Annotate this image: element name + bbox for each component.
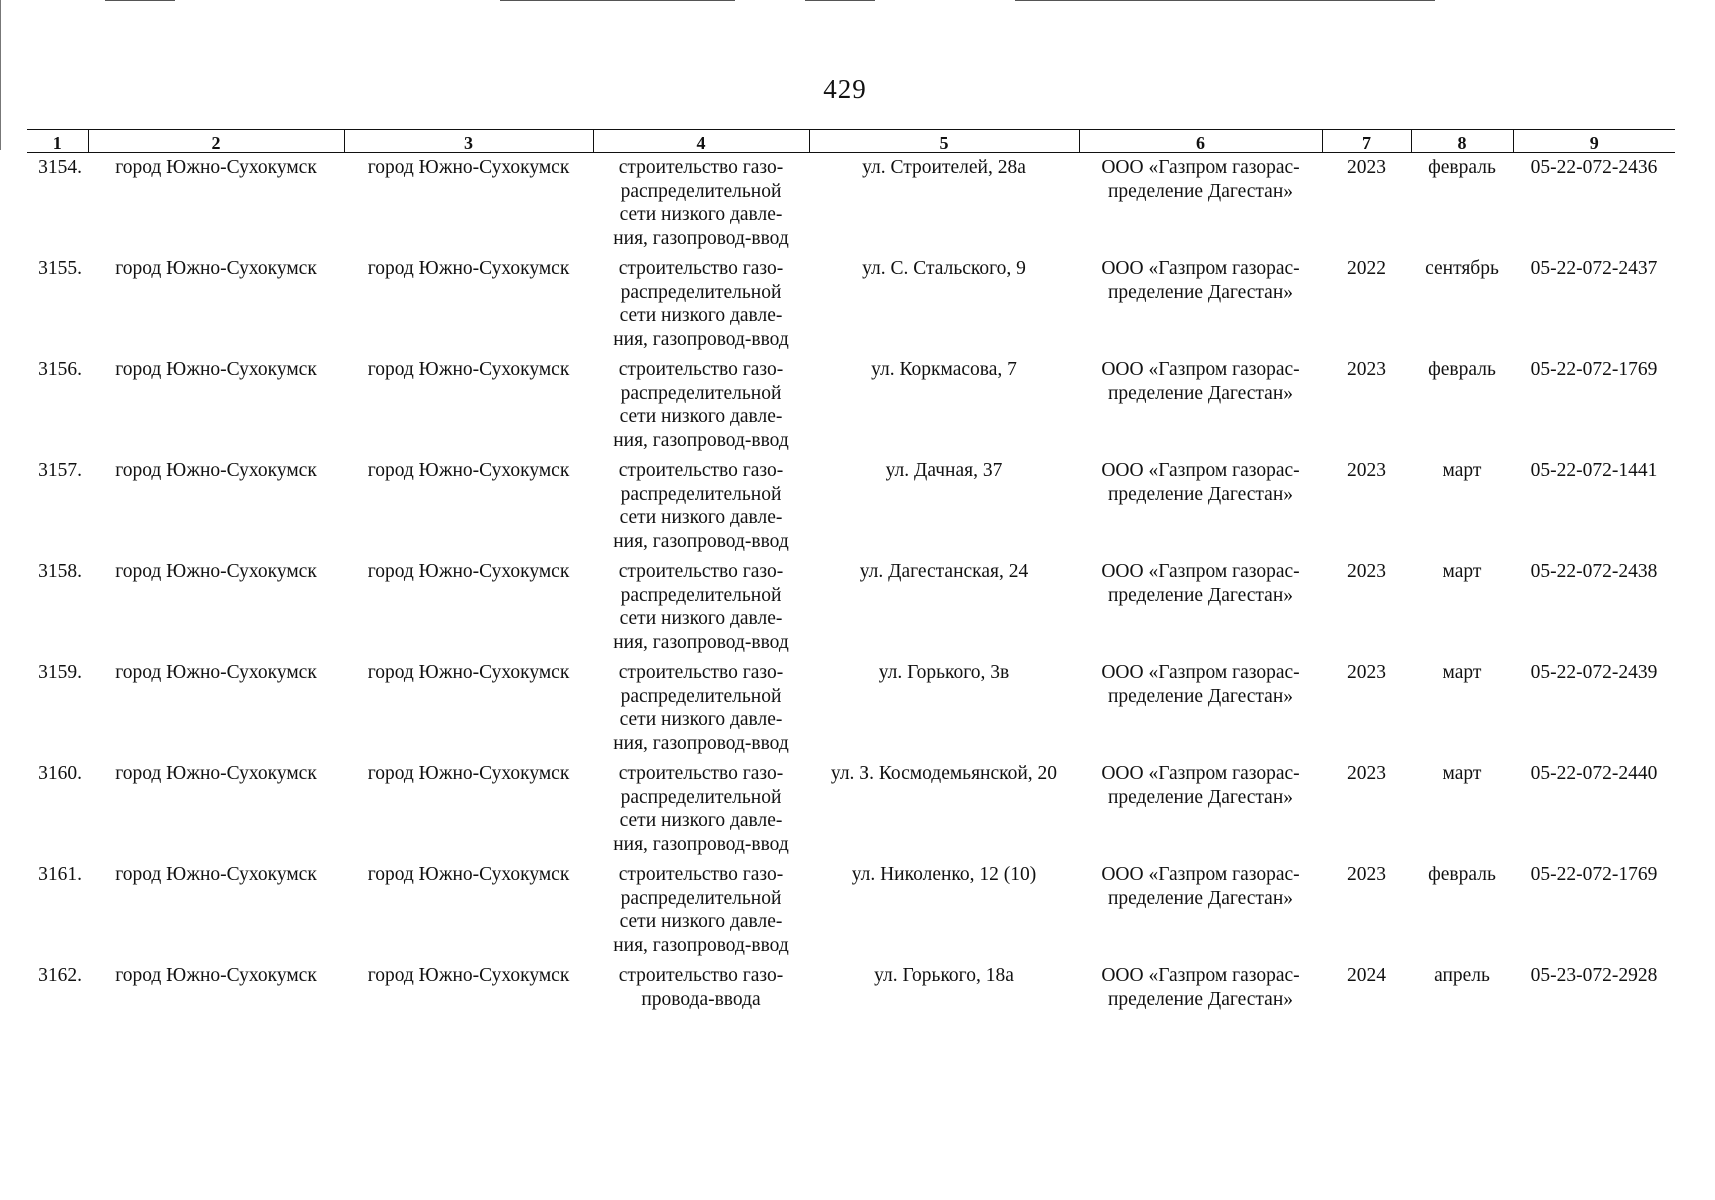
address-cell: ул. Горького, 3в [878,662,1010,683]
table-row [27,459,1675,560]
month-cell: февраль [1428,157,1496,178]
year-cell: 2023 [1347,864,1386,885]
column-header: 8 [1411,130,1513,153]
table-row [27,560,1675,661]
organization-cell [1079,153,1322,258]
work-type-cell-line: строительство газо- [618,561,784,582]
work-type-cell-line: сети низкого давле- [619,204,783,225]
work-type-cell-line: строительство газо- [618,359,784,380]
table-row [27,964,1675,1020]
work-type-cell-line: строительство газо- [618,157,784,178]
organization-cell-line: пределение Дагестан» [1107,483,1294,505]
work-type-cell [593,358,809,459]
municipality-cell: город Южно-Сухокумск [115,965,317,986]
settlement-cell: город Южно-Сухокумск [367,157,570,178]
work-type-cell-line: сети низкого давле- [619,709,783,730]
work-type-cell-line: ния, газопровод-ввод [613,732,789,754]
column-header: 4 [593,130,809,153]
address-cell: ул. Горького, 18а [874,965,1014,986]
month-cell: март [1442,763,1482,784]
organization-cell-line: ООО «Газпром газорас- [1101,662,1300,683]
scan-edge-line [500,0,735,1]
work-type-cell-line: распределительной [620,584,782,606]
organization-cell [1079,257,1322,358]
month-cell: март [1442,460,1482,481]
work-type-cell-line: сети низкого давле- [619,507,783,528]
work-type-cell [593,661,809,762]
work-type-cell-line: распределительной [620,483,782,505]
organization-cell-line: ООО «Газпром газорас- [1101,258,1300,279]
work-type-cell-line: строительство газо- [618,965,784,986]
month-cell: февраль [1428,864,1496,885]
work-type-cell-line: ния, газопровод-ввод [613,530,789,552]
work-type-cell-line: ния, газопровод-ввод [613,934,789,956]
work-type-cell-line: провода-ввода [641,988,761,1010]
organization-cell-line: ООО «Газпром газорас- [1101,157,1300,178]
work-type-cell-line: ния, газопровод-ввод [613,833,789,855]
year-cell: 2023 [1347,460,1386,481]
work-type-cell-line: распределительной [620,786,782,808]
code-cell: 05-23-072-2928 [1530,965,1658,986]
municipality-cell: город Южно-Сухокумск [115,157,317,178]
row-number: 3160. [38,763,82,784]
work-type-cell [593,762,809,863]
settlement-cell: город Южно-Сухокумск [367,965,570,986]
code-cell: 05-22-072-2437 [1530,258,1658,279]
scan-edge-line [805,0,875,1]
address-cell: ул. Коркмасова, 7 [871,359,1017,380]
municipality-cell: город Южно-Сухокумск [115,359,317,380]
table-row [27,863,1675,964]
organization-cell-line: пределение Дагестан» [1107,988,1294,1010]
address-cell: ул. Николенко, 12 (10) [851,864,1037,885]
year-cell: 2023 [1347,561,1386,582]
year-cell: 2022 [1347,258,1386,279]
municipality-cell: город Южно-Сухокумск [115,662,317,683]
settlement-cell: город Южно-Сухокумск [367,258,570,279]
code-cell: 05-22-072-2439 [1530,662,1658,683]
work-type-cell-line: сети низкого давле- [619,608,783,629]
row-number: 3158. [38,561,82,582]
work-type-cell-line: распределительной [620,382,782,404]
address-cell: ул. Дачная, 37 [885,460,1003,481]
month-cell: сентябрь [1425,258,1499,279]
register-table [27,129,1675,1020]
address-cell: ул. Строителей, 28а [862,157,1026,178]
work-type-cell-line: распределительной [620,180,782,202]
work-type-cell [593,153,809,258]
address-cell: ул. С. Стальского, 9 [862,258,1026,279]
organization-cell [1079,863,1322,964]
organization-cell-line: ООО «Газпром газорас- [1101,359,1300,380]
municipality-cell: город Южно-Сухокумск [115,460,317,481]
work-type-cell-line: строительство газо- [618,864,784,885]
column-header: 9 [1513,130,1675,153]
code-cell: 05-22-072-1769 [1530,359,1658,380]
settlement-cell: город Южно-Сухокумск [367,561,570,582]
table-row [27,661,1675,762]
row-number: 3159. [38,662,82,683]
row-number: 3156. [38,359,82,380]
work-type-cell-line: строительство газо- [618,662,784,683]
organization-cell-line: ООО «Газпром газорас- [1101,763,1300,784]
organization-cell [1079,762,1322,863]
code-cell: 05-22-072-2438 [1530,561,1658,582]
organization-cell-line: пределение Дагестан» [1107,281,1294,303]
work-type-cell [593,964,809,1020]
month-cell: март [1442,561,1482,582]
column-header: 5 [809,130,1079,153]
organization-cell-line: пределение Дагестан» [1107,180,1294,202]
organization-cell [1079,358,1322,459]
work-type-cell-line: строительство газо- [618,460,784,481]
organization-cell-line: пределение Дагестан» [1107,786,1294,808]
row-number: 3161. [38,864,82,885]
settlement-cell: город Южно-Сухокумск [367,662,570,683]
address-cell: ул. Дагестанская, 24 [859,561,1029,582]
scan-edge-line [1015,0,1435,1]
organization-cell [1079,964,1322,1020]
row-number: 3162. [38,965,82,986]
work-type-cell-line: распределительной [620,887,782,909]
column-header: 3 [344,130,593,153]
month-cell: март [1442,662,1482,683]
code-cell: 05-22-072-2436 [1530,157,1658,178]
work-type-cell [593,863,809,964]
column-header: 7 [1322,130,1411,153]
settlement-cell: город Южно-Сухокумск [367,763,570,784]
work-type-cell [593,257,809,358]
organization-cell-line: ООО «Газпром газорас- [1101,864,1300,885]
month-cell: февраль [1428,359,1496,380]
work-type-cell-line: строительство газо- [618,258,784,279]
work-type-cell-line: сети низкого давле- [619,406,783,427]
work-type-cell-line: ния, газопровод-ввод [613,328,789,350]
year-cell: 2023 [1347,763,1386,784]
code-cell: 05-22-072-1769 [1530,864,1658,885]
organization-cell-line: пределение Дагестан» [1107,887,1294,909]
table-row [27,153,1675,258]
code-cell: 05-22-072-1441 [1530,460,1658,481]
work-type-cell-line: сети низкого давле- [619,911,783,932]
organization-cell [1079,560,1322,661]
month-cell: апрель [1434,965,1490,986]
work-type-cell-line: ния, газопровод-ввод [613,631,789,653]
work-type-cell [593,560,809,661]
organization-cell [1079,459,1322,560]
table-row [27,762,1675,863]
header-row [27,130,1675,153]
table-body [27,153,1675,1021]
work-type-cell-line: строительство газо- [618,763,784,784]
column-header: 6 [1079,130,1322,153]
row-number: 3154. [38,157,82,178]
organization-cell-line: пределение Дагестан» [1107,685,1294,707]
table-row [27,358,1675,459]
work-type-cell-line: ния, газопровод-ввод [613,227,789,249]
organization-cell-line: ООО «Газпром газорас- [1101,965,1300,986]
organization-cell-line: пределение Дагестан» [1107,382,1294,404]
address-cell: ул. З. Космодемьянской, 20 [830,763,1058,784]
municipality-cell: город Южно-Сухокумск [115,258,317,279]
work-type-cell-line: сети низкого давле- [619,810,783,831]
municipality-cell: город Южно-Сухокумск [115,864,317,885]
settlement-cell: город Южно-Сухокумск [367,460,570,481]
municipality-cell: город Южно-Сухокумск [115,561,317,582]
year-cell: 2023 [1347,157,1386,178]
year-cell: 2023 [1347,359,1386,380]
work-type-cell-line: распределительной [620,685,782,707]
column-header: 2 [88,130,344,153]
work-type-cell [593,459,809,560]
page-number: 429 [823,74,867,104]
work-type-cell-line: сети низкого давле- [619,305,783,326]
municipality-cell: город Южно-Сухокумск [115,763,317,784]
column-header: 1 [27,130,88,153]
settlement-cell: город Южно-Сухокумск [367,359,570,380]
settlement-cell: город Южно-Сухокумск [367,864,570,885]
work-type-cell-line: ния, газопровод-ввод [613,429,789,451]
code-cell: 05-22-072-2440 [1530,763,1658,784]
row-number: 3157. [38,460,82,481]
work-type-cell-line: распределительной [620,281,782,303]
organization-cell-line: ООО «Газпром газорас- [1101,561,1300,582]
table-row [27,257,1675,358]
scan-edge-line [105,0,175,1]
organization-cell-line: ООО «Газпром газорас- [1101,460,1300,481]
organization-cell-line: пределение Дагестан» [1107,584,1294,606]
year-cell: 2023 [1347,662,1386,683]
row-number: 3155. [38,258,82,279]
year-cell: 2024 [1347,965,1386,986]
organization-cell [1079,661,1322,762]
